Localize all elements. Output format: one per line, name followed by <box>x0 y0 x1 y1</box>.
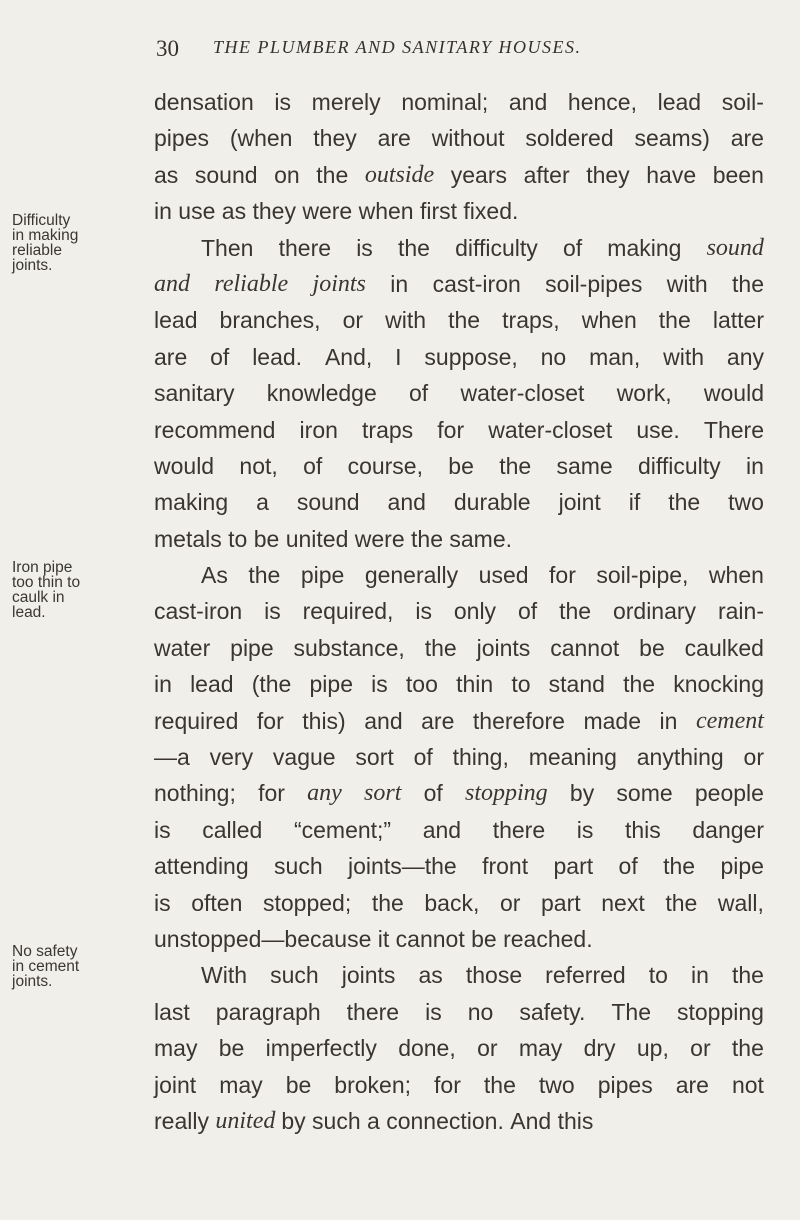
text-line: As the pipe generally used for soil-pipe, when <box>201 562 764 589</box>
text-line: and reliable joints in cast-iron soil-pipes with the <box>154 270 764 297</box>
margin-note-line: No safety <box>12 943 78 960</box>
margin-note <box>12 944 79 989</box>
margin-note <box>12 560 80 620</box>
text-line: sanitary knowledge of water-closet work, would <box>154 380 764 407</box>
body-text <box>154 84 764 1139</box>
margin-note-line: joints. <box>12 257 53 274</box>
text-line: pipes (when they are without soldered seams) are <box>154 125 764 152</box>
margin-note-line: Difficulty <box>12 212 71 229</box>
text-line: in lead (the pipe is too thin to stand the knocking <box>154 671 764 698</box>
margin-note-line: in making <box>12 227 79 244</box>
margin-note-line: too thin to <box>12 574 81 591</box>
text-line: metals to be united were the same. <box>154 525 513 552</box>
text-line: water pipe substance, the joints cannot be caulked <box>154 634 764 661</box>
margin-note-line: Iron pipe <box>12 559 73 576</box>
text-line: lead branches, or with the traps, when the latter <box>154 307 764 334</box>
text-line: really united by such a connection. And this <box>154 1107 594 1134</box>
margin-note-line: lead. <box>12 604 46 621</box>
running-title: THE PLUMBER AND SANITARY HOUSES. <box>213 37 582 57</box>
text-line: recommend iron traps for water-closet use. There <box>154 416 764 443</box>
text-line: Then there is the difficulty of making sound <box>201 234 764 261</box>
text-line: required for this) and are therefore made in cement <box>154 707 764 734</box>
text-line: —a very vague sort of thing, meaning anything or <box>154 744 764 771</box>
margin-note-line: in cement <box>12 958 80 975</box>
text-line: cast-iron is required, is only of the ordinary rain- <box>154 598 764 625</box>
text-line: are of lead. And, I suppose, no man, with any <box>154 343 764 370</box>
page-number: 30 <box>156 36 179 61</box>
margin-note-line: joints. <box>12 973 53 990</box>
text-line: With such joints as those referred to in the <box>201 962 764 989</box>
text-line: attending such joints—the front part of the pipe <box>154 853 764 880</box>
text-line: as sound on the outside years after they have been <box>154 161 764 188</box>
margin-note <box>12 213 78 273</box>
text-line: nothing; for any sort of stopping by some people <box>154 780 764 807</box>
text-line: densation is merely nominal; and hence, lead soil- <box>154 89 764 115</box>
text-line: would not, of course, be the same difficulty in <box>154 452 764 479</box>
margin-note-line: caulk in <box>12 589 65 606</box>
margin-note-line: reliable <box>12 242 62 259</box>
text-line: may be imperfectly done, or may dry up, or the <box>154 1035 764 1062</box>
text-line: in use as they were when first fixed. <box>154 198 519 225</box>
text-line: joint may be broken; for the two pipes are not <box>154 1071 764 1098</box>
text-line: is often stopped; the back, or part next the wall, <box>154 889 764 916</box>
text-line: is called “cement;” and there is this danger <box>154 816 764 843</box>
text-line: unstopped—because it cannot be reached. <box>154 925 593 952</box>
text-line: making a sound and durable joint if the two <box>154 489 764 516</box>
text-line: last paragraph there is no safety. The stopping <box>154 998 764 1025</box>
